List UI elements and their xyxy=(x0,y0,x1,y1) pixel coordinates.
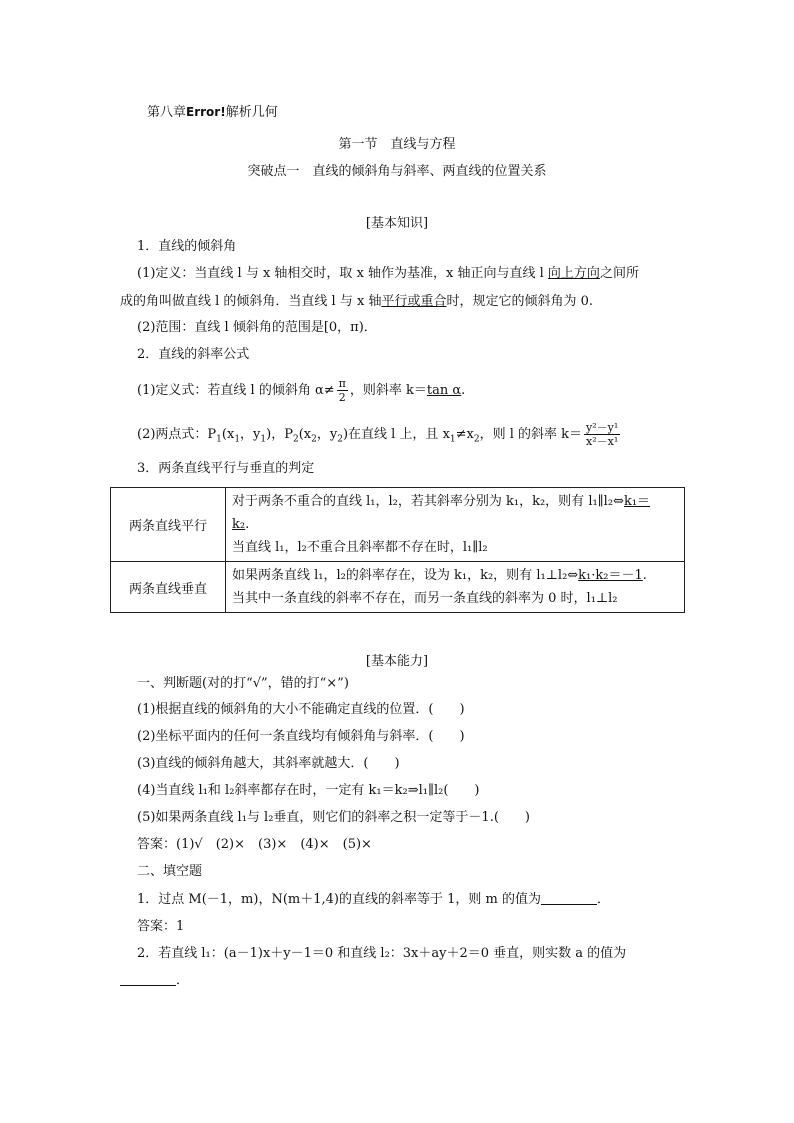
fill-blank-q1: 1．过点 M(－1，m)，N(m＋1,4)的直线的斜率等于 1，则 m 的值为 ． xyxy=(137,892,610,907)
judgement-q4: (4)当直线 l₁和 l₂斜率都存在时，一定有 k₁＝k₂⇒l₁∥l₂( ) xyxy=(137,783,480,798)
basic-ability-header: [基本能力] xyxy=(365,654,429,669)
fill-blank-answer: 答案：1 xyxy=(137,919,185,934)
row-head-perpendicular: 两条直线垂直 xyxy=(111,562,226,613)
two-point-formula-line: (2)两点式：$P_1(x_1$，$y_1$)，$P_2(x_2$，$y_2$)在直线 l 上，且 $x_1\ne x_2$，则 l 的斜率 k＝ $\frac{\text{y²－y¹}}{\text{x²－x¹}}$ xyxy=(137,421,619,448)
knowledge-heading-2: 2．直线的斜率公式 xyxy=(137,347,250,362)
basic-knowledge-header: [基本知识] xyxy=(365,216,429,231)
judgement-q5: (5)如果两条直线 l₁与 l₂垂直，则它们的斜率之积一定等于－1.( ) xyxy=(137,810,530,825)
judgement-answer: 答案：(1)√ (2)× (3)× (4)× (5)× xyxy=(137,837,372,852)
answer-blank xyxy=(120,973,176,986)
judgement-q3: (3)直线的倾斜角越大，其斜率就越大．( ) xyxy=(137,756,400,771)
row-head-parallel: 两条直线平行 xyxy=(111,488,226,562)
row-body-parallel: 对于两条不重合的直线 l₁，l₂，若其斜率分别为 k₁，k₂，则有 l₁∥l₂⇔k₁＝ k₂. 当直线 l₁，l₂不重合且斜率都不存在时，l₁∥l₂ xyxy=(226,488,685,562)
error-marker: Error! xyxy=(186,105,226,119)
section-title: 第一节 直线与方程 xyxy=(338,137,456,152)
answer-blank xyxy=(541,892,597,905)
fill-blank-heading: 二、填空题 xyxy=(137,864,203,879)
knowledge-heading-3: 3．两条直线平行与垂直的判定 xyxy=(137,461,315,476)
judgement-heading: 一、判断题(对的打“√”，错的打“×”) xyxy=(137,676,349,691)
section-subtitle: 突破点一 直线的倾斜角与斜率、两直线的位置关系 xyxy=(247,164,547,179)
row-body-perpendicular: 如果两条直线 l₁，l₂的斜率存在，设为 k₁，k₂，则有 l₁⊥l₂⇔k₁·k₂＝－1. 当其中一条直线的斜率不存在，而另一条直线的斜率为 0 时，l₁⊥l₂ xyxy=(226,562,685,613)
judgement-q1: (1)根据直线的倾斜角的大小不能确定直线的位置．( ) xyxy=(137,702,465,717)
definition-line-2: 成的角叫做直线 l 的倾斜角．当直线 l 与 x 轴平行或重合时，规定它的倾斜角为 0. xyxy=(120,294,594,309)
chapter-heading: 第八章Error!解析几何 xyxy=(147,105,278,120)
slope-definition-line: (1)定义式：若直线 l 的倾斜角 α≠ $\frac{\pi}{2}$ ，则斜率 k＝tan α. xyxy=(137,377,466,404)
judgement-q2: (2)坐标平面内的任何一条直线均有倾斜角与斜率．( ) xyxy=(137,729,465,744)
pi-over-2-fraction: $\frac{\pi}{2}$ xyxy=(338,377,346,404)
parallel-perpendicular-table xyxy=(110,487,685,613)
range-line: (2)范围：直线 l 倾斜角的范围是[0，π)． xyxy=(137,320,377,335)
definition-line-1: (1)定义：当直线 l 与 x 轴相交时，取 x 轴作为基准，x 轴正向与直线 l 向上方向之间所 xyxy=(137,266,639,281)
table-row-perpendicular xyxy=(111,562,685,613)
slope-fraction: $\frac{\text{y²－y¹}}{\text{x²－x¹}}$ xyxy=(586,421,619,448)
table-row-parallel xyxy=(111,488,685,562)
fill-blank-q2-cont: ． xyxy=(120,972,189,990)
fill-blank-q2: 2．若直线 l₁：(a－1)x＋y－1＝0 和直线 l₂：3x＋ay＋2＝0 垂直，则实数 a 的值为 xyxy=(137,946,627,961)
knowledge-heading-1: 1．直线的倾斜角 xyxy=(137,239,237,254)
